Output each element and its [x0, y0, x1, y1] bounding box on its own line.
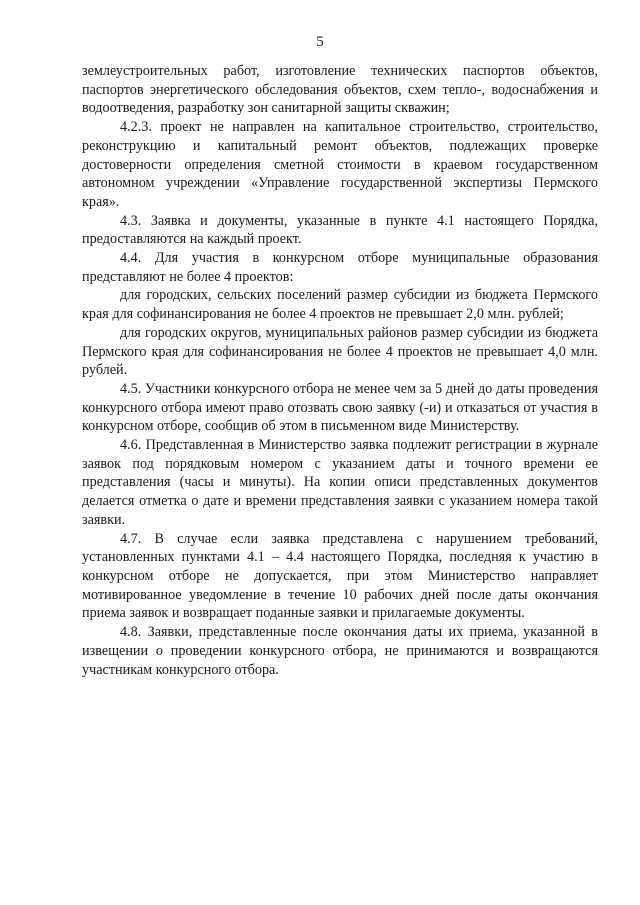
paragraph-4-2-3: 4.2.3. проект не направлен на капитальное строительство, строительство, реконструкцию и капитальный ремонт объектов, подлежащих проверке достоверности определения сметной стоимости в краевом государственном автономном учреждении «Управление государственной экспертизы Пермского края». [82, 119, 598, 210]
paragraph-4-3: 4.3. Заявка и документы, указанные в пункте 4.1 настоящего Порядка, предоставляются на каждый проект. [82, 212, 598, 248]
paragraph-4-5: 4.5. Участники конкурсного отбора не менее чем за 5 дней до даты проведения конкурсного отбора имеют право отозвать свою заявку (-и) и отказаться от участия в конкурсном отборе, сообщив об этом в письменном виде Министерству. [82, 380, 598, 435]
paragraph-settlements-subsidy: для городских, сельских поселений размер субсидии из бюджета Пермского края для софинансирования не более 4 проектов не превышает 2,0 млн. рублей; [82, 287, 598, 323]
paragraph-districts-subsidy: для городских округов, муниципальных районов размер субсидии из бюджета Пермского края для софинансирования не более 4 проектов не превышает 4,0 млн. рублей. [82, 324, 598, 379]
paragraph-4-7: 4.7. В случае если заявка представлена с нарушением требований, установленных пунктами 4.1 – 4.4 настоящего Порядка, последняя к участию в конкурсном отборе не допускается, при этом Министерство направляет мотивированное уведомление в течение 10 рабочих дней после даты окончания приема заявок и возвращает поданные заявки и прилагаемые документы. [82, 530, 598, 622]
paragraph-4-6: 4.6. Представленная в Министерство заявка подлежит регистрации в журнале заявок под порядковым номером с указанием даты и точного времени ее представления (часы и минуты). На копии описи представленных документов делается отметка о дате и времени представления заявки с указанием номера такой заявки. [82, 437, 598, 528]
paragraph-4-8: 4.8. Заявки, представленные после окончания даты их приема, указанной в извещении о проведении конкурсного отбора, не принимаются и возвращаются участникам конкурсного отбора. [82, 624, 598, 678]
paragraph-continuation: землеустроительных работ, изготовление технических паспортов объектов, паспортов энергетического обследования объектов, схем тепло-, водоснабжения и водоотведения, разработку зон санитарной защиты скважин; [82, 63, 598, 117]
document-body [82, 62, 598, 679]
page-number: 5 [316, 34, 324, 50]
paragraph-4-4: 4.4. Для участия в конкурсном отборе муниципальные образования представляют не более 4 проектов: [82, 250, 598, 285]
